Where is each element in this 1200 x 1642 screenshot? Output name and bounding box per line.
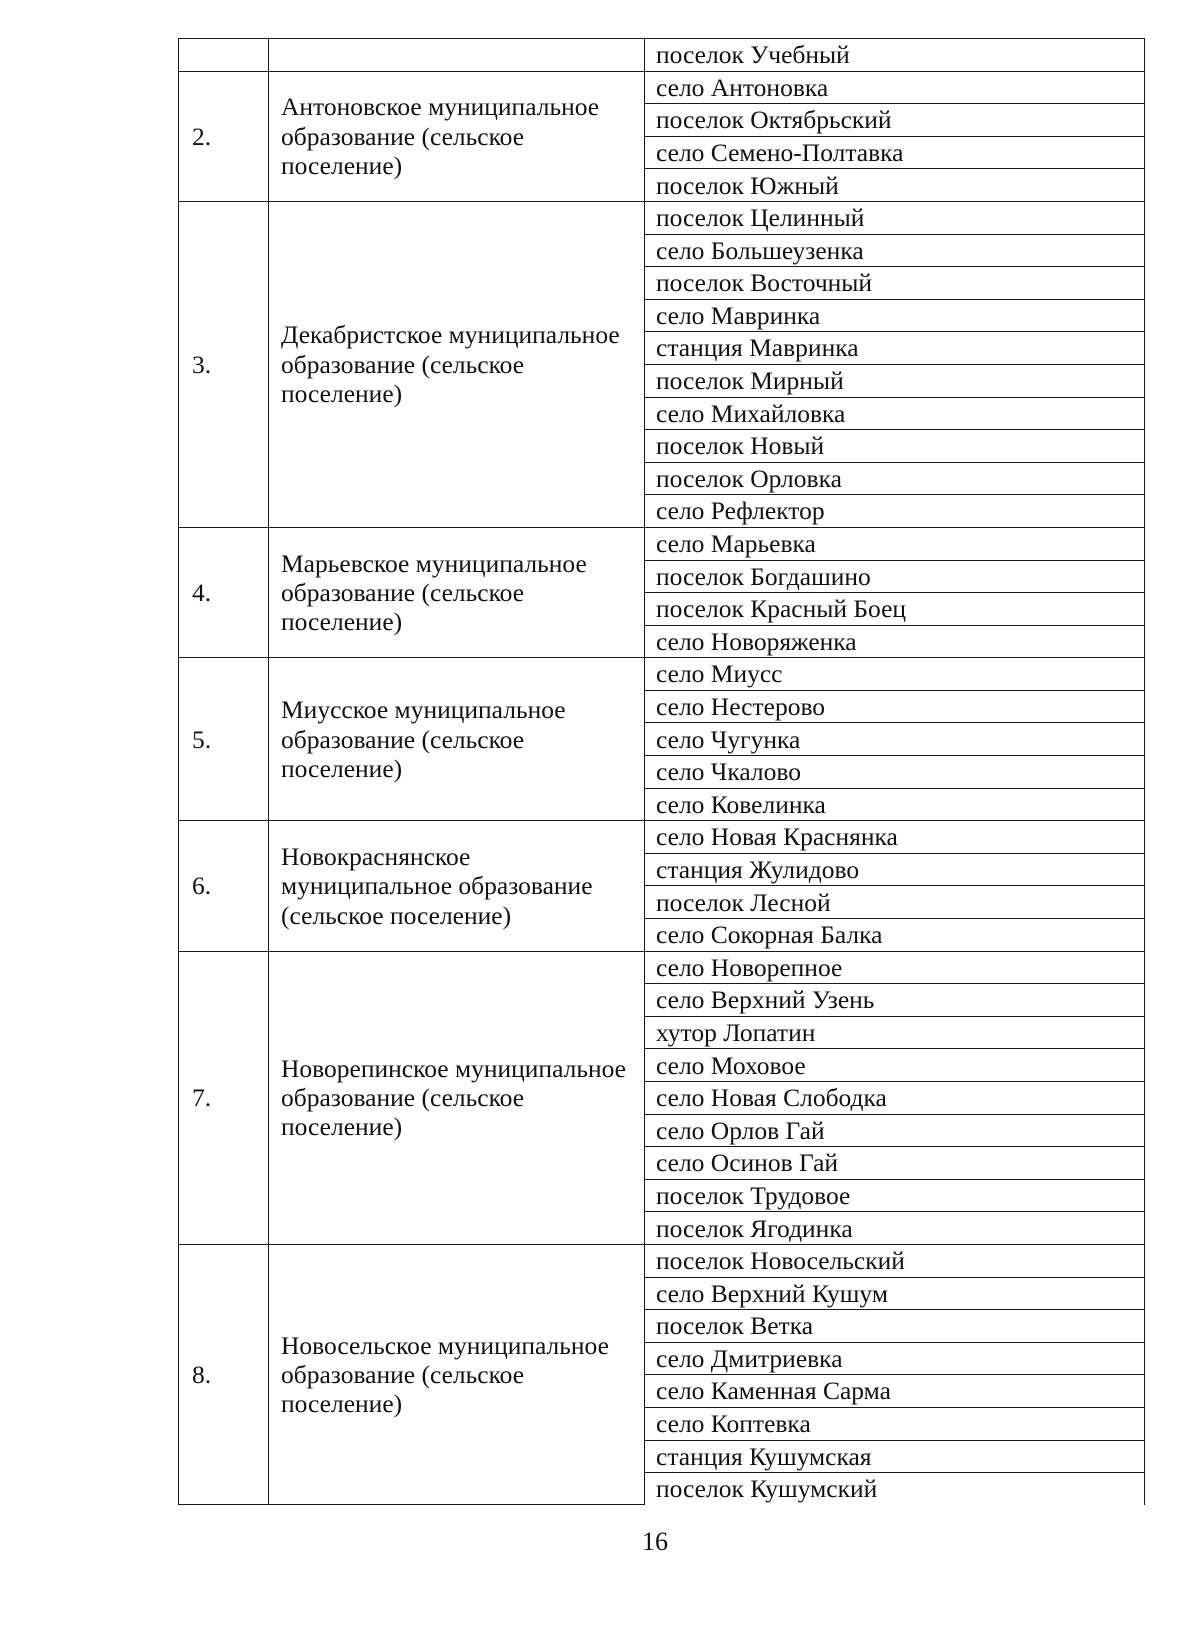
settlement-cell: поселок Южный (645, 169, 1145, 202)
settlement-cell: село Михайловка (645, 397, 1145, 430)
settlements-table (178, 38, 1145, 1505)
settlement-cell: село Мавринка (645, 299, 1145, 332)
settlement-cell: село Орлов Гай (645, 1114, 1145, 1147)
settlement-cell: поселок Богдашино (645, 560, 1145, 593)
settlement-cell: село Верхний Узень (645, 984, 1145, 1017)
row-number: 2. (179, 71, 269, 201)
settlement-cell: поселок Мирный (645, 364, 1145, 397)
table-row (179, 951, 1145, 984)
settlement-cell: поселок Целинный (645, 201, 1145, 234)
table-row (179, 71, 1145, 104)
settlement-cell: поселок Учебный (645, 39, 1145, 72)
settlement-cell: село Новая Краснянка (645, 821, 1145, 854)
settlement-cell: станция Кушумская (645, 1440, 1145, 1473)
settlement-cell: село Рефлектор (645, 495, 1145, 528)
municipality-cell (269, 39, 645, 72)
number-cell (179, 39, 269, 72)
settlement-cell: поселок Восточный (645, 267, 1145, 300)
settlement-cell: село Антоновка (645, 71, 1145, 104)
table-row (179, 658, 1145, 691)
row-number: 5. (179, 658, 269, 821)
settlement-cell: поселок Ягодинка (645, 1212, 1145, 1245)
municipality-name: Антоновское муниципальное образование (сельское поселение) (269, 71, 645, 201)
municipality-name: Декабристское муниципальное образование (сельское поселение) (269, 201, 645, 527)
table-row (179, 527, 1145, 560)
settlement-cell: поселок Новосельский (645, 1244, 1145, 1277)
row-number: 6. (179, 821, 269, 951)
settlement-cell: село Новая Слободка (645, 1082, 1145, 1115)
settlement-cell: станция Жулидово (645, 853, 1145, 886)
settlement-cell: поселок Новый (645, 430, 1145, 463)
municipality-name: Новокраснянское муниципальное образование (сельское поселение) (269, 821, 645, 951)
settlement-cell: село Нестерово (645, 690, 1145, 723)
row-number: 4. (179, 527, 269, 657)
settlement-cell: село Дмитриевка (645, 1342, 1145, 1375)
table-body (179, 39, 1145, 1505)
table-row (179, 1244, 1145, 1277)
settlement-cell: село Семено-Полтавка (645, 136, 1145, 169)
settlement-cell: станция Мавринка (645, 332, 1145, 365)
settlement-cell: поселок Октябрьский (645, 104, 1145, 137)
municipality-name: Новосельское муниципальное образование (сельское поселение) (269, 1244, 645, 1504)
settlement-cell: поселок Лесной (645, 886, 1145, 919)
settlement-cell: поселок Трудовое (645, 1179, 1145, 1212)
settlement-cell: село Моховое (645, 1049, 1145, 1082)
row-number: 3. (179, 201, 269, 527)
settlement-cell: село Чугунка (645, 723, 1145, 756)
table-row (179, 201, 1145, 234)
municipality-name: Новорепинское муниципальное образование (сельское поселение) (269, 951, 645, 1244)
settlement-cell: поселок Красный Боец (645, 593, 1145, 626)
settlement-cell: село Коптевка (645, 1407, 1145, 1440)
row-number: 8. (179, 1244, 269, 1504)
settlement-cell: поселок Орловка (645, 462, 1145, 495)
settlement-cell: поселок Ветка (645, 1310, 1145, 1343)
settlement-cell: село Ковелинка (645, 788, 1145, 821)
row-number: 7. (179, 951, 269, 1244)
municipality-name: Миусское муниципальное образование (сельское поселение) (269, 658, 645, 821)
settlement-cell: село Марьевка (645, 527, 1145, 560)
settlement-cell: село Верхний Кушум (645, 1277, 1145, 1310)
settlement-cell: поселок Кушумский (645, 1473, 1145, 1505)
settlement-cell: село Новорепное (645, 951, 1145, 984)
settlement-cell: село Чкалово (645, 756, 1145, 789)
settlement-cell: хутор Лопатин (645, 1016, 1145, 1049)
settlement-cell: село Миусс (645, 658, 1145, 691)
settlement-cell: село Большеузенка (645, 234, 1145, 267)
settlement-cell: село Новоряженка (645, 625, 1145, 658)
municipality-name: Марьевское муниципальное образование (сельское поселение) (269, 527, 645, 657)
table-row (179, 821, 1145, 854)
page-number: 16 (642, 1527, 668, 1556)
settlement-cell: село Каменная Сарма (645, 1375, 1145, 1408)
table-row (179, 39, 1145, 72)
settlement-cell: село Сокорная Балка (645, 919, 1145, 952)
settlement-cell: село Осинов Гай (645, 1147, 1145, 1180)
